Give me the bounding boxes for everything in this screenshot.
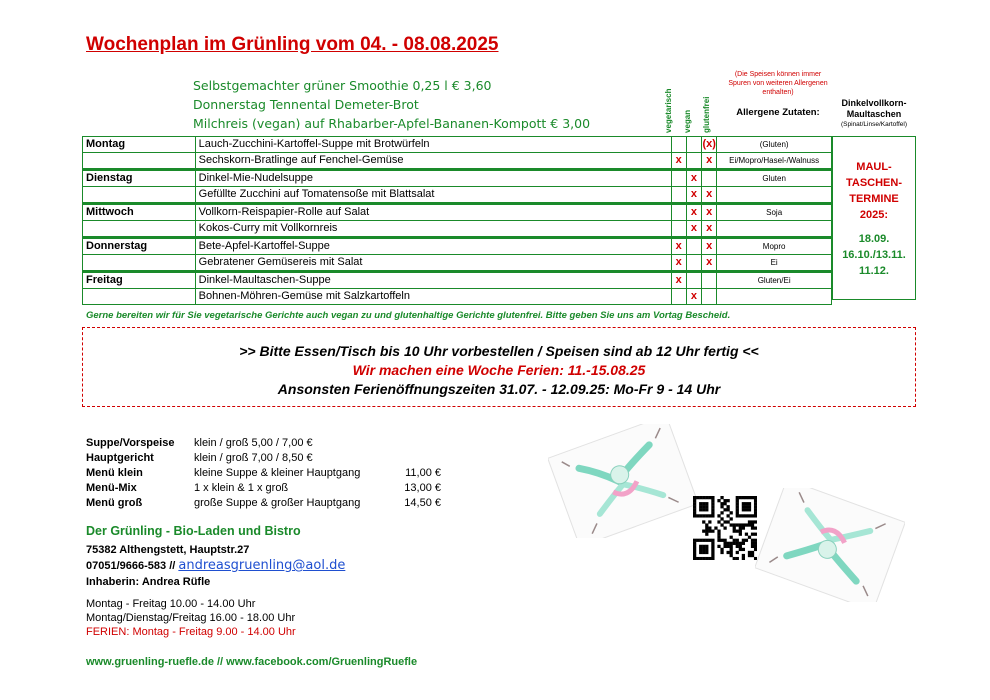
price-item-name: Menü groß	[86, 497, 143, 509]
shop-contact	[86, 558, 345, 573]
price-row	[86, 496, 441, 511]
flag-vegan	[686, 153, 701, 170]
menu-dish: Dinkel-Mie-Nudelsuppe	[195, 170, 671, 187]
opening-hours-line: Montag - Freitag 10.00 - 14.00 Uhr	[86, 598, 256, 610]
menu-allergens: (Gluten)	[717, 137, 832, 153]
menu-row	[83, 187, 832, 204]
menu-dish: Lauch-Zucchini-Kartoffel-Suppe mit Brotwürfeln	[195, 137, 671, 153]
menu-day: Freitag	[83, 272, 196, 289]
menu-day: Donnerstag	[83, 238, 196, 255]
flag-glutenfree: (x)	[702, 137, 717, 153]
price-row	[86, 481, 441, 496]
price-item-description: 1 x klein & 1 x groß	[194, 482, 289, 494]
flag-vegetarian	[671, 187, 686, 204]
menu-day: Dienstag	[83, 170, 196, 187]
price-item-name: Menü klein	[86, 467, 143, 479]
flag-vegan: x	[686, 170, 701, 187]
flag-glutenfree: x	[702, 187, 717, 204]
page-title: Wochenplan im Grünling vom 04. - 08.08.2025	[86, 34, 499, 55]
menu-day	[83, 289, 196, 305]
maultaschen-title-line: 2025:	[859, 209, 889, 221]
email-link[interactable]: andreasgruenling@aol.de	[178, 558, 346, 573]
price-item-name: Suppe/Vorspeise	[86, 437, 175, 449]
flag-vegetarian	[671, 204, 686, 221]
menu-row	[83, 204, 832, 221]
price-item-description: kleine Suppe & kleiner Hauptgang	[194, 467, 361, 479]
flag-glutenfree: x	[702, 204, 717, 221]
price-item-price	[399, 436, 441, 451]
flag-vegan	[686, 255, 701, 272]
illustration-dancing-figure	[755, 488, 905, 602]
shop-address: 75382 Althengstett, Hauptstr.27	[86, 544, 250, 556]
flag-vegetarian	[671, 170, 686, 187]
price-row	[86, 436, 441, 451]
qr-code-image	[693, 496, 757, 560]
price-item-price	[399, 451, 441, 466]
price-list	[86, 436, 441, 511]
shop-name: Der Grünling - Bio-Laden und Bistro	[86, 524, 301, 538]
menu-dish: Vollkorn-Reispapier-Rolle auf Salat	[195, 204, 671, 221]
extra-item: Milchreis (vegan) auf Rhabarber-Apfel-Bananen-Kompott € 3,00	[193, 116, 591, 131]
extras-list	[193, 76, 590, 133]
flag-glutenfree: x	[702, 255, 717, 272]
holiday-hours-line: FERIEN: Montag - Freitag 9.00 - 14.00 Uhr	[86, 626, 296, 638]
menu-allergens	[717, 221, 832, 238]
website-links[interactable]: www.gruenling-ruefle.de // www.facebook.com/GruenlingRuefle	[86, 656, 418, 668]
maultaschen-title-line: TASCHEN-	[845, 177, 902, 189]
extra-item: Selbstgemachter grüner Smoothie 0,25 l € 3,60	[193, 78, 492, 93]
menu-allergens: Soja	[717, 204, 832, 221]
menu-row	[83, 238, 832, 255]
menu-day	[83, 153, 196, 170]
flag-vegan: x	[686, 289, 701, 305]
flag-glutenfree: x	[702, 221, 717, 238]
flag-vegetarian: x	[671, 153, 686, 170]
menu-allergens: Gluten	[717, 170, 832, 187]
menu-day: Montag	[83, 137, 196, 153]
flag-vegetarian: x	[671, 255, 686, 272]
menu-dish: Gefüllte Zucchini auf Tomatensoße mit Blattsalat	[195, 187, 671, 204]
maultaschen-date: 18.09.	[858, 233, 890, 245]
menu-dish: Dinkel-Maultaschen-Suppe	[195, 272, 671, 289]
flag-vegetarian	[671, 137, 686, 153]
flag-vegetarian: x	[671, 238, 686, 255]
menu-allergens	[717, 289, 832, 305]
notice-opening-hours: Ansonsten Ferienöffnungszeiten 31.07. - 12.09.25: Mo-Fr 9 - 14 Uhr	[277, 381, 721, 397]
menu-dish: Bohnen-Möhren-Gemüse mit Salzkartoffeln	[195, 289, 671, 305]
menu-row	[83, 272, 832, 289]
menu-allergens: Ei/Mopro/Hasel-/Walnuss	[717, 153, 832, 170]
flag-vegan	[686, 272, 701, 289]
menu-dish: Sechskorn-Bratlinge auf Fenchel-Gemüse	[195, 153, 671, 170]
flag-vegan: x	[686, 204, 701, 221]
column-header-vegan: vegan	[683, 109, 692, 133]
menu-row	[83, 137, 832, 153]
column-header-vegetarian: vegetarisch	[664, 88, 673, 133]
flag-glutenfree	[702, 289, 717, 305]
flag-vegetarian	[671, 289, 686, 305]
flag-vegan	[686, 238, 701, 255]
flag-glutenfree: x	[702, 238, 717, 255]
price-item-price: 13,00 €	[404, 482, 441, 494]
maultaschen-title-line: MAUL-	[856, 161, 892, 173]
flag-glutenfree	[702, 170, 717, 187]
flag-vegan	[686, 137, 701, 153]
price-item-description: klein / groß 5,00 / 7,00 €	[194, 437, 313, 449]
maultaschen-date: 11.12.	[859, 265, 889, 277]
menu-day	[83, 221, 196, 238]
maultaschen-box	[832, 136, 916, 300]
menu-dish: Kokos-Curry mit Vollkornreis	[195, 221, 671, 238]
menu-row	[83, 221, 832, 238]
maultaschen-subheader: (Spinat/Linse/Kartoffel)	[841, 121, 907, 128]
menu-day: Mittwoch	[83, 204, 196, 221]
illustration-dancing-figure	[548, 424, 698, 538]
flag-vegan: x	[686, 187, 701, 204]
maultaschen-title-line: TERMINE	[849, 193, 899, 205]
allergen-note: (Die Speisen können immer Spuren von weiteren Allergenen enthalten)	[728, 71, 828, 96]
menu-row	[83, 255, 832, 272]
flag-vegetarian	[671, 221, 686, 238]
price-item-description: große Suppe & großer Hauptgang	[194, 497, 361, 509]
maultaschen-dates	[833, 231, 915, 279]
vegan-glutenfree-note: Gerne bereiten wir für Sie vegetarische Gerichte auch vegan zu und glutenhaltige Gerichte glutenfrei. Bitte geben Sie uns am Vortag Bescheid.	[86, 310, 731, 321]
price-item-price: 11,00 €	[405, 467, 441, 479]
menu-day	[83, 187, 196, 204]
flag-vegetarian: x	[671, 272, 686, 289]
menu-dish: Bete-Apfel-Kartoffel-Suppe	[195, 238, 671, 255]
price-item-description: klein / groß 7,00 / 8,50 €	[194, 452, 313, 464]
shop-owner: Inhaberin: Andrea Rüfle	[86, 576, 211, 588]
allergen-header: Allergene Zutaten:	[736, 107, 820, 118]
notice-preorder: >> Bitte Essen/Tisch bis 10 Uhr vorbestellen / Speisen sind ab 12 Uhr fertig <<	[239, 343, 759, 359]
menu-dish: Gebratener Gemüsereis mit Salat	[195, 255, 671, 272]
notice-holiday: Wir machen eine Woche Ferien: 11.-15.08.25	[352, 362, 646, 378]
menu-row	[83, 170, 832, 187]
maultaschen-date: 16.10./13.11.	[842, 249, 906, 261]
extra-item: Donnerstag Tennental Demeter-Brot	[193, 97, 419, 112]
menu-allergens: Ei	[717, 255, 832, 272]
price-item-price: 14,50 €	[404, 497, 441, 509]
price-item-name: Menü-Mix	[86, 482, 137, 494]
flag-vegan: x	[686, 221, 701, 238]
menu-day	[83, 255, 196, 272]
price-row	[86, 451, 441, 466]
menu-table	[82, 136, 832, 305]
menu-allergens: Gluten/Ei	[717, 272, 832, 289]
shop-phone: 07051/9666-583 //	[86, 560, 176, 572]
menu-allergens: Mopro	[717, 238, 832, 255]
flag-glutenfree	[702, 272, 717, 289]
flag-glutenfree: x	[702, 153, 717, 170]
opening-hours-line: Montag/Dienstag/Freitag 16.00 - 18.00 Uhr	[86, 612, 296, 624]
menu-row	[83, 153, 832, 170]
column-header-glutenfree: glutenfrei	[702, 96, 711, 133]
menu-row	[83, 289, 832, 305]
price-item-name: Hauptgericht	[86, 452, 154, 464]
maultaschen-header: Dinkelvollkorn-Maultaschen	[841, 98, 907, 119]
maultaschen-title	[833, 159, 915, 223]
menu-allergens	[717, 187, 832, 204]
notice-box	[82, 327, 916, 407]
price-row	[86, 466, 441, 481]
